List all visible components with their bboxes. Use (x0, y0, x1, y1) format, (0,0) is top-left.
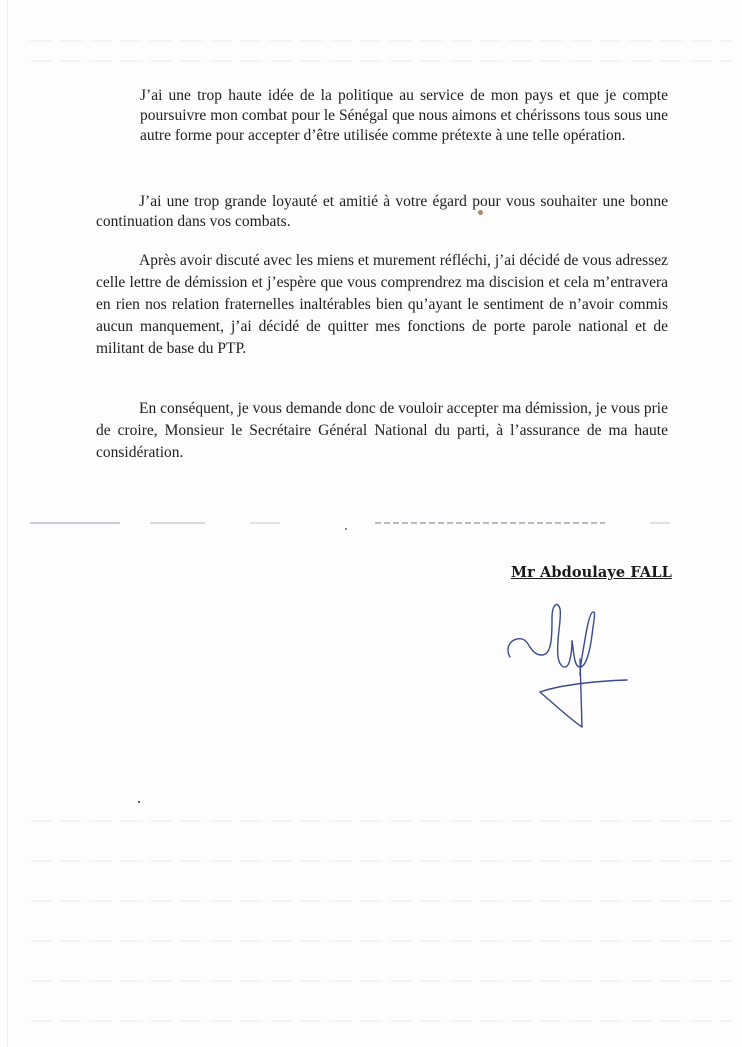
show-through-texture (30, 40, 732, 42)
show-through-texture (30, 820, 732, 822)
paragraph-loyalty: J’ai une trop grande loyauté et amitié à votre égard pour vous souhaiter une bonne continuation dans vos combats. (96, 193, 668, 230)
paper-speck (138, 801, 140, 803)
show-through-texture (30, 60, 732, 62)
fold-line (250, 522, 280, 524)
signer-name: Mr Abdoulaye FALL (511, 564, 672, 581)
show-through-texture (30, 900, 732, 902)
show-through-texture (30, 1020, 732, 1022)
fold-line (30, 522, 120, 524)
paragraph-political-ideals: J’ai une trop haute idée de la politique au service de mon pays et que je compte poursuivre mon combat pour le Sénégal que nous aimons et chérissons tous sous une autre forme pour accepter d’être utilisée comme prétexte à une telle opération. (140, 87, 668, 144)
paragraph-closing: En conséquent, je vous demande donc de vouloir accepter ma démission, je vous prie de croire, Monsieur le Secrétaire Général National du parti, à l’assurance de ma haute considération. (96, 400, 668, 461)
fold-line (375, 522, 605, 524)
paper-speck (345, 528, 347, 530)
show-through-texture (30, 860, 732, 862)
fold-line (650, 522, 670, 524)
paper-speck (478, 210, 483, 215)
show-through-texture (30, 980, 732, 982)
scan-edge-line (7, 0, 8, 1047)
fold-line (150, 522, 205, 524)
show-through-texture (30, 940, 732, 942)
paragraph-resignation-decision: Après avoir discuté avec les miens et murement réfléchi, j’ai décidé de vous adressez celle lettre de démission et j’espère que vous comprendrez ma discision et cela m’entravera en rien nos relation fraternelles inaltérables bien qu’ayant le sentiment de n’avoir commis aucun manquement, j’ai décidé de quitter mes fonctions de porte parole national et de militant de base du PTP. (96, 252, 668, 357)
handwritten-signature-icon (500, 595, 640, 735)
